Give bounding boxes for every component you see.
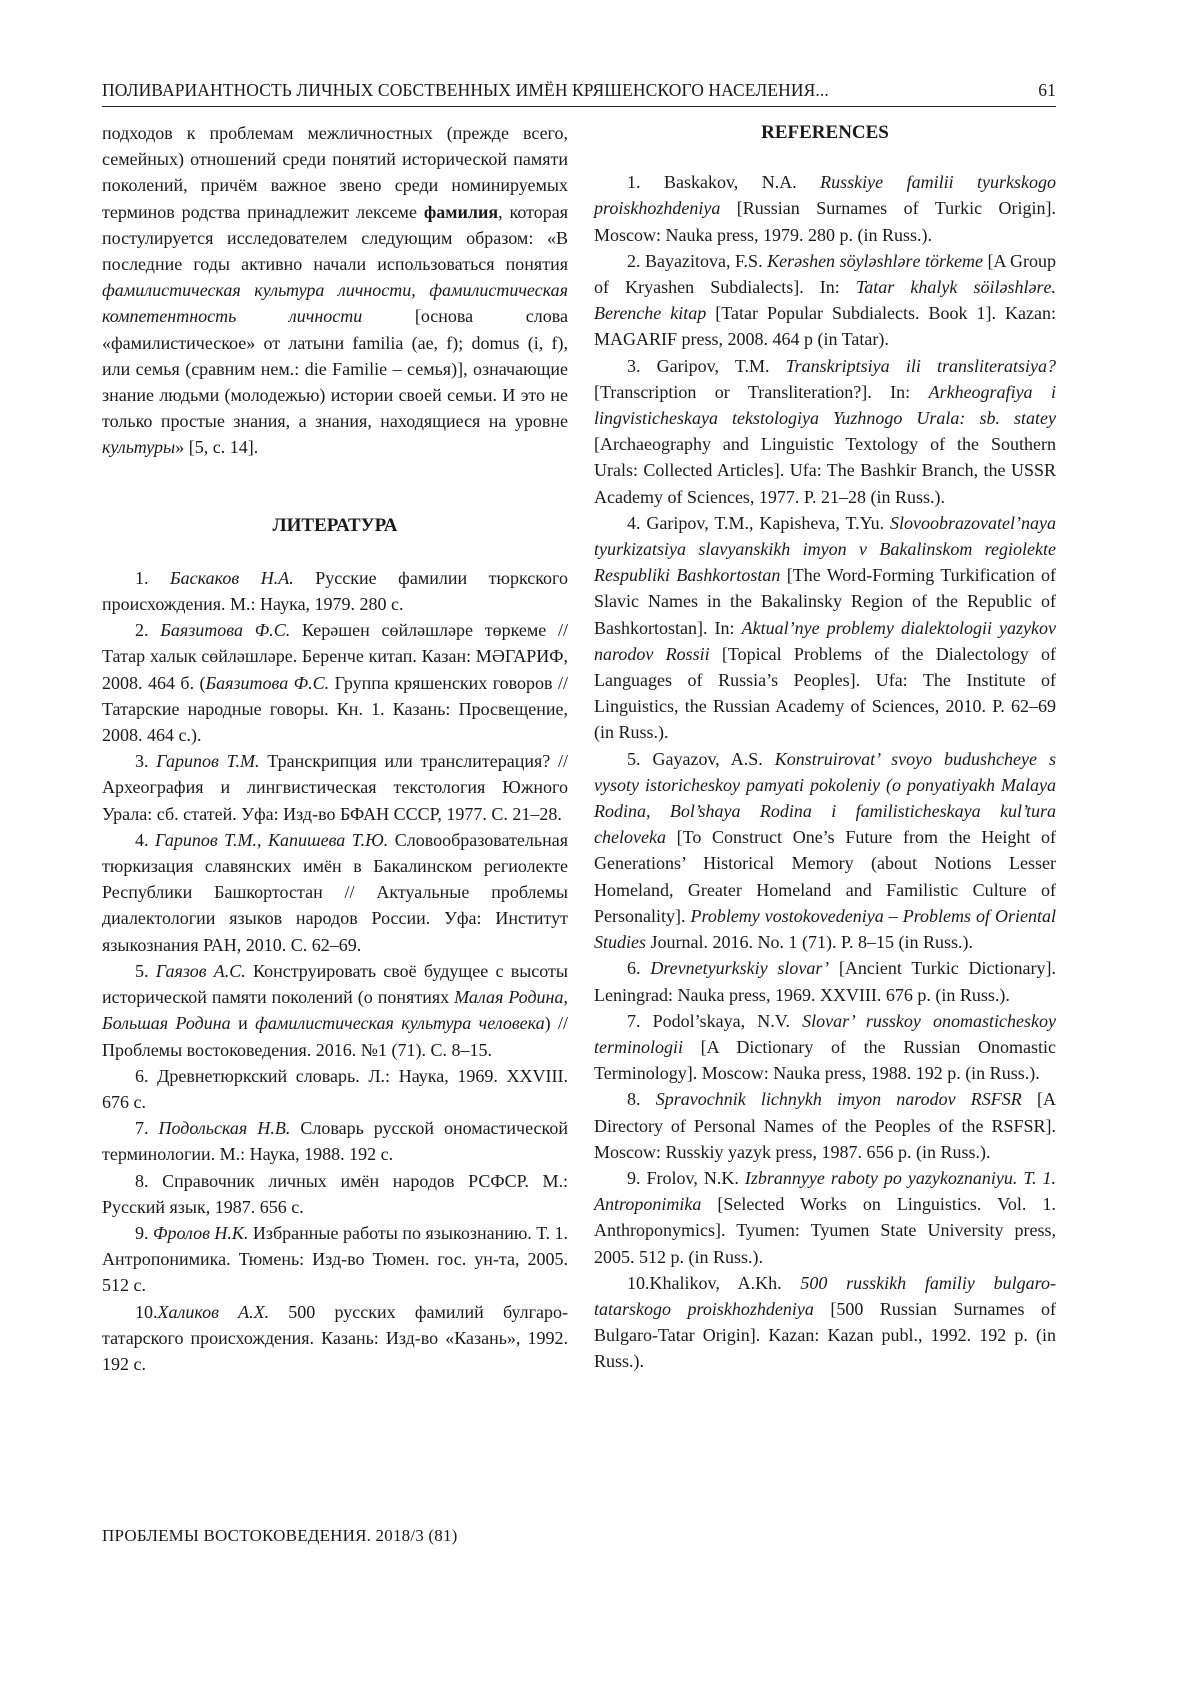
running-title: ПОЛИВАРИАНТНОСТЬ ЛИЧНЫХ СОБСТВЕННЫХ ИМЁН КРЯШЕНСКОГО НАСЕЛЕНИЯ... (102, 80, 829, 100)
intro-italic-word: культуры (102, 437, 176, 458)
reference-item: 3. Garipov, T.M. Transkriptsiya ili transliteratsiya? [Transcription or Transliteration?]. In: Arkheografiya i lingvisticheskaya tekstologiya Yuzhnogo Urala: sb. statey [Archaeography and Linguistic Textology of the Southern Urals: Collected Articles]. Ufa: The Bashkir Branch, the USSR Academy of Sciences, 1977. P. 21–28 (in Russ.). (594, 355, 1057, 507)
literatura-item: 6. Древнетюркский словарь. Л.: Наука, 1969. XXVIII. 676 с. (102, 1065, 568, 1112)
reference-item: 6. Drevnetyurkskiy slovar’ [Ancient Turkic Dictionary]. Leningrad: Nauka press, 1969. XXVIII. 676 p. (in Russ.). (594, 958, 1057, 1005)
literatura-item: 2. Баязитова Ф.С. Керәшен сөйләшләре төркеме // Татар халык сөйләшләре. Беренче китап. Казан: МӘГАРИФ, 2008. 464 б. (Баязитова Ф.С. Группа кряшенских говоров // Татарские народные говоры. Кн. 1. Казань: Просвещение, 2008. 464 с.). (102, 620, 569, 746)
reference-item: 5. Gayazov, A.S. Konstruirovat’ svoyo budushcheye s vysoty istoricheskoy pamyati pokoleniy (o ponyatiyakh Malaya Rodina, Bol’shaya Rodina i familisticheskaya kul’tura cheloveka [To Construct One’s Future from the Height of Generations’ Historical Memory (about Notions Lesser Homeland, Greater Homeland and Familistic Culture of Personality]. Problemy vostokovedeniya – Problems of Oriental Studies Journal. 2016. No. 1 (71). P. 8–15 (in Russ.). (594, 748, 1056, 953)
literatura-item: 3. Гарипов Т.М. Транскрипция или транслитерация? // Археография и лингвистическая текстология Южного Урала: сб. статей. Уфа: Изд-во БФАН СССР, 1977. С. 21–28. (102, 751, 568, 824)
literatura-item: 8. Справочник личных имён народов РСФСР. М.: Русский язык, 1987. 656 с. (102, 1170, 569, 1217)
literatura-item: 9. Фролов Н.К. Избранные работы по языкознанию. Т. 1. Антропонимика. Тюмень: Изд-во Тюмен. гос. ун-та, 2005. 512 с. (102, 1222, 568, 1296)
literatura-item: 1. Баскаков Н.А. Русские фамилии тюркского происхождения. М.: Наука, 1979. 280 с. (102, 567, 568, 615)
intro-text: [основа слова «фамилистическое» от латыни familia (ae, f); domus (i, f), или семья (сравним нем.: die Familie – семья)], означающие знание людьми (молодежью) истории своей семьи. И это не только простые знания, а знания, находящиеся на уровне (102, 306, 568, 432)
intro-text: , которая постулируется исследователем следующим образом: «В последние годы активно начали использоваться понятия (102, 201, 568, 275)
journal-footer: ПРОБЛЕМЫ ВОСТОКОВЕДЕНИЯ. 2018/3 (81) (102, 1526, 458, 1545)
right-column (594, 120, 1056, 1375)
intro-italic-terms: фамилистическая культура личности, фамилистическая компетентность личности (102, 280, 568, 327)
literatura-item: 4. Гарипов Т.М., Капишева Т.Ю. Словообразовательная тюркизация славянских имён в Бакалинском региолекте Республики Башкортостан // Актуальные проблемы диалектологии языков народов России. Уфа: Институт языкознания РАН, 2010. С. 62–69. (102, 829, 569, 955)
reference-item: 10.Khalikov, A.Kh. 500 russkikh familiy bulgaro-tatarskogo proiskhozhdeniya [500 Russian Surnames of Bulgaro-Tatar Origin]. Kazan: Kazan publ., 1992. 192 p. (in Russ.). (594, 1272, 1056, 1372)
reference-item: 1. Baskakov, N.A. Russkiye familii tyurkskogo proiskhozhdeniya [Russian Surnames of Turkic Origin]. Moscow: Nauka press, 1979. 280 p. (in Russ.). (594, 172, 1056, 245)
running-header (102, 76, 1056, 107)
literatura-item: 7. Подольская Н.В. Словарь русской ономастической терминологии. М.: Наука, 1988. 192 с. (102, 1118, 568, 1165)
references-heading: REFERENCES (761, 122, 889, 143)
literatura-item: 10.Халиков А.Х. 500 русских фамилий булгаро-татарского происхождения. Казань: Изд-во «Казань», 1992. 192 с. (102, 1301, 568, 1374)
reference-item: 2. Bayazitova, F.S. Kerəshen söyləshlərе törkeme [A Group of Kryashen Subdialects]. In: Tatar khalyk söiləshlərе. Berenche kitap [Tatar Popular Subdialects. Book 1]. Kazan: MAGARIF press, 2008. 464 p (in Tatar). (594, 250, 1057, 350)
literatura-heading: ЛИТЕРАТУРА (272, 514, 398, 536)
literatura-item: 5. Гаязов А.С. Конструировать своё будущее с высоты исторической памяти поколений (о понятиях Малая Родина, Большая Родина и фамилистическая культура человека) // Проблемы востоковедения. 2016. №1 (71). С. 8–15. (102, 960, 569, 1060)
left-column (102, 120, 568, 1377)
intro-text: подходов к проблемам межличностных (прежде всего, семейных) отношений среди понятий исторической памяти поколений, причём важное звено среди номинируемых терминов родства принадлежит лексеме (102, 123, 568, 222)
intro-text: » [5, с. 14]. (175, 437, 259, 458)
page-number: 61 (1038, 80, 1056, 100)
reference-item: 8. Spravochnik lichnykh imyon narodov RSFSR [A Directory of Personal Names of the Peoples of the RSFSR]. Moscow: Russkiy yazyk press, 1987. 656 p. (in Russ.). (594, 1089, 1056, 1162)
reference-item: 4. Garipov, T.M., Kapisheva, T.Yu. Slovoobrazovatel’naya tyurkizatsiya slavyanskikh imyon v Bakalinskom regiolekte Respubliki Bashkortostan [The Word-Forming Turkification of Slavic Names in the Bakalinsky Region of the Republic of Bashkortostan]. In: Aktual’nye problemy dialektologii yazykov narodov Rossii [Topical Problems of the Dialectology of Languages of Russia’s Peoples]. Ufa: The Institute of Linguistics, the Russian Academy of Sciences, 2010. P. 62–69 (in Russ.). (594, 512, 1057, 743)
reference-item: 9. Frolov, N.K. Izbrannyye raboty po yazykoznaniyu. T. 1. Antroponimika [Selected Works on Linguistics. Vol. 1. Anthroponymics]. Tyumen: Tyumen State University press, 2005. 512 p. (in Russ.). (594, 1167, 1057, 1267)
intro-bold-term: фамилия (423, 201, 499, 222)
reference-item: 7. Podol’skaya, N.V. Slovar’ russkoy onomasticheskoy terminologii [A Dictionary of the Russian Onomastic Terminology]. Moscow: Nauka press, 1988. 192 p. (in Russ.). (594, 1010, 1056, 1084)
intro-paragraph (102, 120, 568, 461)
